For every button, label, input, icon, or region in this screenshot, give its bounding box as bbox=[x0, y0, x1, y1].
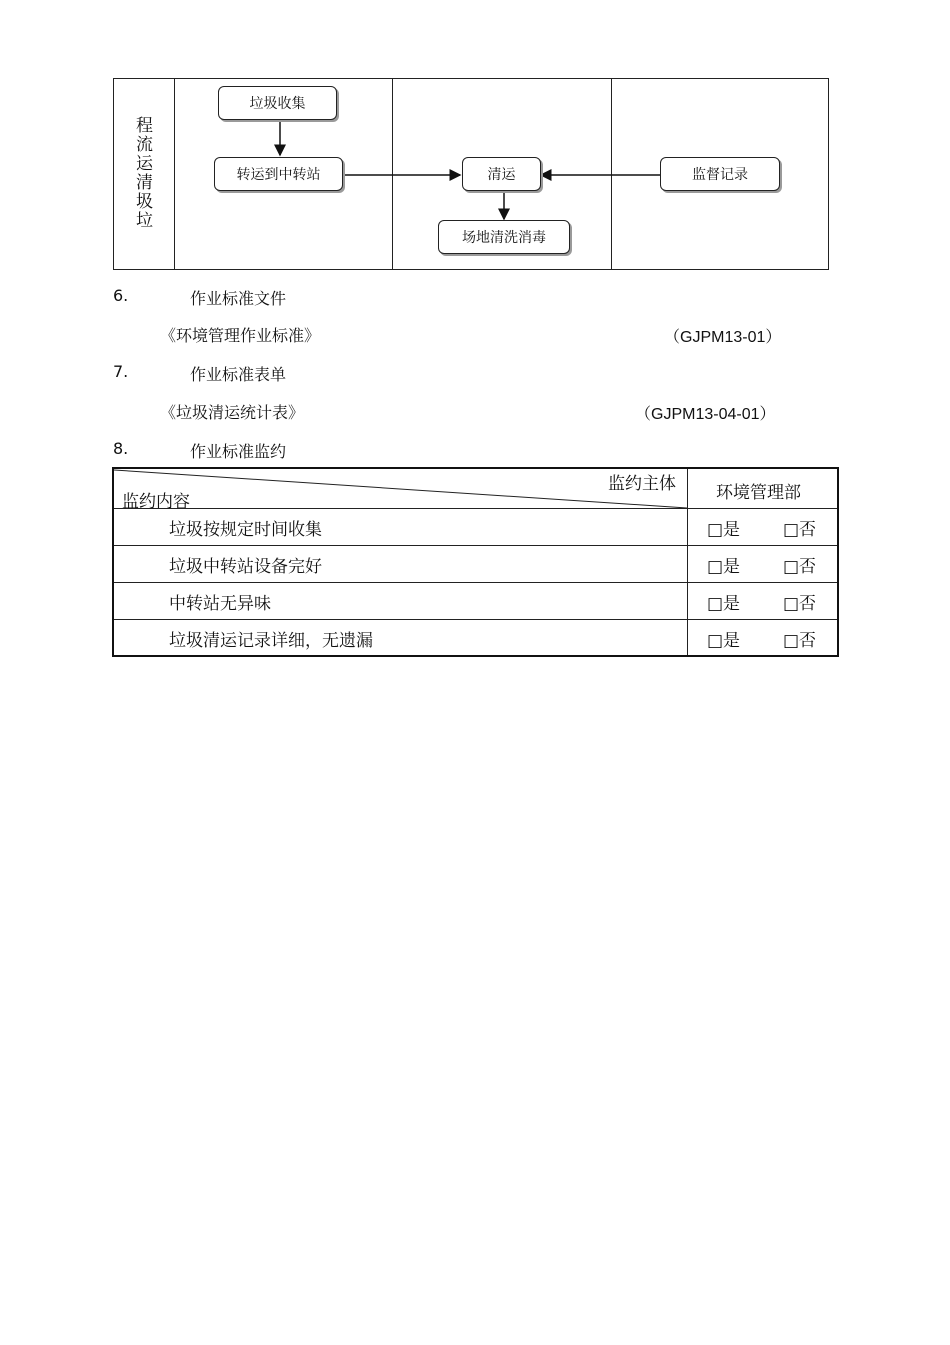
header-diagonal bbox=[114, 469, 688, 509]
checkbox-yes[interactable]: □是 bbox=[707, 557, 741, 577]
header-department: 环境管理部 bbox=[716, 483, 801, 503]
checkbox-no[interactable]: □否 bbox=[783, 631, 817, 651]
table-row-content: 垃圾中转站设备完好 bbox=[169, 557, 322, 577]
node-site-disinfect bbox=[438, 220, 570, 254]
node-garbage-collection bbox=[218, 86, 337, 120]
node-clear-transport bbox=[462, 157, 541, 191]
checkbox-no[interactable]: □否 bbox=[783, 520, 817, 540]
row-divider bbox=[114, 545, 837, 546]
section-title: 作业标准表单 bbox=[190, 365, 287, 384]
table-row-content: 垃圾按规定时间收集 bbox=[169, 520, 322, 540]
section-number: 6. bbox=[113, 286, 129, 305]
header-supervision-content: 监约内容 bbox=[122, 492, 190, 512]
node-transfer-station bbox=[214, 157, 343, 191]
header-supervising-party: 监约主体 bbox=[608, 474, 676, 494]
cleaning-flowchart bbox=[113, 78, 829, 270]
node-label: 垃圾收集 bbox=[249, 96, 306, 112]
checkbox-yes[interactable]: □是 bbox=[707, 631, 741, 651]
node-label: 转运到中转站 bbox=[236, 167, 321, 183]
section-number: 8. bbox=[113, 439, 129, 458]
checkbox-no[interactable]: □否 bbox=[783, 594, 817, 614]
column-divider bbox=[687, 469, 688, 655]
node-label: 清运 bbox=[487, 167, 516, 183]
section-title: 作业标准监约 bbox=[190, 442, 287, 461]
node-supervision-record bbox=[660, 157, 780, 191]
standard-document-name: 《环境管理作业标准》 bbox=[160, 326, 321, 345]
standard-document-code: （GJPM13-01） bbox=[664, 329, 782, 346]
table-row-content: 中转站无异味 bbox=[169, 594, 271, 614]
row-divider bbox=[114, 582, 837, 583]
checkbox-no[interactable]: □否 bbox=[783, 557, 817, 577]
section-title: 作业标准文件 bbox=[190, 289, 287, 308]
node-label: 场地清洗消毒 bbox=[462, 230, 546, 246]
section-number: 7. bbox=[113, 362, 129, 381]
standard-form-code: （GJPM13-04-01） bbox=[635, 406, 776, 423]
row-divider bbox=[114, 508, 837, 509]
node-label: 监督记录 bbox=[692, 167, 748, 183]
row-divider bbox=[114, 619, 837, 620]
table-row-content: 垃圾清运记录详细，无遗漏 bbox=[169, 631, 373, 651]
supervision-table bbox=[112, 467, 839, 657]
standard-form-name: 《垃圾清运统计表》 bbox=[160, 403, 305, 422]
checkbox-yes[interactable]: □是 bbox=[707, 594, 741, 614]
flow-lane-label-text: 程流运清圾垃 bbox=[136, 116, 153, 231]
checkbox-yes[interactable]: □是 bbox=[707, 520, 741, 540]
